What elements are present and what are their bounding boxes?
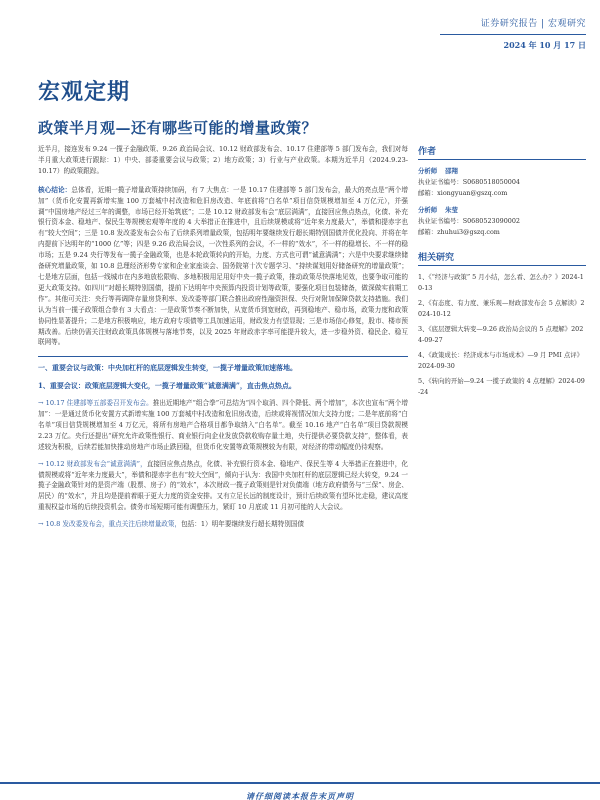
paragraph-text: 包括：1）明年要继续发行超长期特别国债 <box>181 520 304 529</box>
report-category: 证券研究报告 | 宏观研究 <box>480 19 586 29</box>
analyst-cert: 执业证书编号：S0680523090002 <box>418 217 520 225</box>
analyst-name: 朱莹 <box>445 206 458 214</box>
related-heading: 相关研究 <box>418 250 586 266</box>
paragraph-housing <box>38 398 408 453</box>
analyst-role: 分析师 <box>418 206 438 214</box>
paragraph-lead: → 10.17 住建部等五部委召开发布会。 <box>38 399 153 408</box>
authors-heading: 作者 <box>418 144 586 160</box>
summary-text: 总体看，近期一揽子增量政策持续加码，有 7 大焦点：一是 10.17 住建部等 5 部门发布会，最大的亮点是“两个增加”（货币化安置再新增实施 100 万套城中村改造和危旧房改造、年底前将“白名单”项目信贷规模增加至 4 万亿元），并强调“中国房地产经过三年的调整，市场已经开始筑底”；二是 10.12 财政部发布会“底层满满”，直接回应焦点热点，化债、补充银行资本金、稳地产、保民生等规模宏观等年度的 4 大举措正在推进中，且后续规模或将“近年来力度最大”，举债和提赤字也有“较大空间”；三是 10.8 发改委发布会公布了后续系列增量政策，包括明年要继续发行超长期特别国债并优化投向、并将在年内提前下达明年的“1000 亿”等；四是 9.26 政治局会议，一次性系列的会议，不一样的“效水”，不一样的稳增长、不一样的稳市场；五是 9.24 央行等发布一揽子金融政策，也是本轮政策转向的开始，力度、方式也可谓“诚意满满”；六是中央要求继续储备研究增量政策，如 10.8 总理经济形势专家和企业家座谈会、国务院第十次专题学习、“持续谋划用好储备研究的增量政策”；七是地方层面，包括一线城市在内多地放松限购、多地积极用足用好中央一揽子政策，推动政策尽快落地见效，也要争取可能的更大政策支持。如四川“对超长期特别国债，提前下达明年中央预算内投资计划等政策，要强化项目包装储备，做深做实前期工作”。其他可关注：央行等再调降存量房贷利率、发改委等部门联合推出政府性融资担保、央行对附加保障贷款支持措施。我们认为当前一揽子政策组合拳有 3 大看点：一是政策节奏不断加快，从宽货币到宽财政，再到稳地产、稳市场，政策力度和政策协同性显著提升；二是地方积极响应，地方政府专项债等工具加速运用，财政发力有望显现；三是市场信心修复，股市、楼市预期改善。后续仍需关注财政政策具体规模与落地节奏，以及 2025 年财政赤字率可能提升较大，进一步稳外资、稳民企、稳互联网等。 <box>38 185 409 347</box>
summary-lead: 核心结论： <box>38 185 72 194</box>
report-date: 2024 年 10 月 17 日 <box>503 40 586 50</box>
main-content <box>38 144 408 536</box>
related-report-link[interactable]: 4、《政策成长：经济成本与市场成本》—9 月 PMI 点评》2024-09-30 <box>418 351 583 370</box>
analyst-card <box>418 205 586 238</box>
analyst-cert: 执业证书编号：S0680518050004 <box>418 178 520 186</box>
section-heading: 一、重要会议与政策：中央加杠杆的底层逻辑发生转变，一揽子增量政策加速落地。 <box>38 363 297 373</box>
analyst-name: 邵翔 <box>445 167 458 175</box>
page-title: 宏观定期 <box>38 79 131 105</box>
header-divider <box>440 34 586 35</box>
page-subtitle: 政策半月观—还有哪些可能的增量政策？ <box>38 119 318 137</box>
summary-paragraph <box>38 185 408 349</box>
related-report-link[interactable]: 3、《底层逻辑大转变—9.26 政治局会议的 5 点理解》2024-09-27 <box>418 325 584 344</box>
paragraph-lead: → 10.12 财政部发布会“诚意满满”， <box>38 459 147 468</box>
section-divider <box>38 356 408 357</box>
related-report-link[interactable]: 5、《转向的开始—9.24 一揽子政策的 4 点理解》2024-09-24 <box>418 377 585 396</box>
paragraph-finance-ministry <box>38 459 408 514</box>
analyst-card <box>418 166 586 199</box>
sidebar <box>418 144 586 402</box>
report-header <box>481 16 586 29</box>
related-report-link[interactable]: 2、《有态度、有力度、兼乐观—财政部发布会 5 点解读》2024-10-12 <box>418 299 585 318</box>
paragraph-ndrc <box>38 519 408 530</box>
analyst-role: 分析师 <box>418 167 438 175</box>
related-report-link[interactable]: 1、《“经济与政策” 5 月小结，怎么看、怎么办？》2024-10-13 <box>418 273 584 292</box>
page-footer <box>0 782 600 800</box>
analyst-email[interactable]: 邮箱：xiongyuan@gszq.com <box>418 189 508 197</box>
paragraph-text: 直接回应焦点热点，化债、补充银行资本金、稳地产、保民生等 4 大举措正在推进中，化债规模或将“近年来力度最大”，举债和提赤字也有“较大空间”，倾向于认为：我国中央加杠杆的底层逻辑已经大转变，9.24 一揽子金融政策针对的是资产端（股票、房子）的“效水”，本次财政一揽子政策则是针对负债端（地方政府债务与“三保”、房企、居民）的“效水”，并且均是提前着眼于更大力度的资金安排。又有立足长远的制度设计，预计后续政策有望环比走稳，建议高度重视权益市场的后续投资机会。债务市场短期可能有调整压力，紧盯 10 月底或 11 月初可能的人大会议。 <box>38 459 408 512</box>
subsection-heading: 1、重要会议：政策底层逻辑大变化，一揽子增量政策“诚意满满”，直击焦点热点。 <box>38 381 296 391</box>
intro-paragraph: 近半月，接连发布 9.24 一揽子金融政策、9.26 政治局会议、10.12 财政部发布会、10.17 住建部等 5 部门发布会，我们对每半月重大政策进行跟踪：1）中央、部委重要会议与政策；2）地方政策；3）行业与产业政策。本期为近半月（2024.9.23-10.17）的政策跟踪。 <box>38 145 408 175</box>
paragraph-lead: → 10.8 发改委发布会，重点关注后续增量政策， <box>38 520 182 529</box>
paragraph-text: 推出近期地产“组合拳”可总结为“四个取消、四个降低、两个增加”，本次也宣布“两个增加”：一是通过货币化安置方式新增实施 100 万套城中村改造和危旧房改造，后续或将视情况加大支持力度；二是年底前将“白名单”项目信贷规模增加至 4 万亿元，将所有房地产合格项目都争取纳入“白名单”。截至 10.16 地产“白名单”项目贷款规模 2.23 万亿。央行还提出“研究允许政策性银行、商业银行向企业发放贷款收购存量土地，央行提供必要贷款支持”，整体看，表述较为积极，后续若能加快推动房地产市场止跌回稳，但货币化安置等政策规模较为有限，对经济的带动幅度仍待观察。 <box>38 399 409 451</box>
analyst-email[interactable]: 邮箱：zhuhui3@gszq.com <box>418 228 500 236</box>
footer-disclaimer: 请仔细阅读本报告末页声明 <box>246 791 354 800</box>
